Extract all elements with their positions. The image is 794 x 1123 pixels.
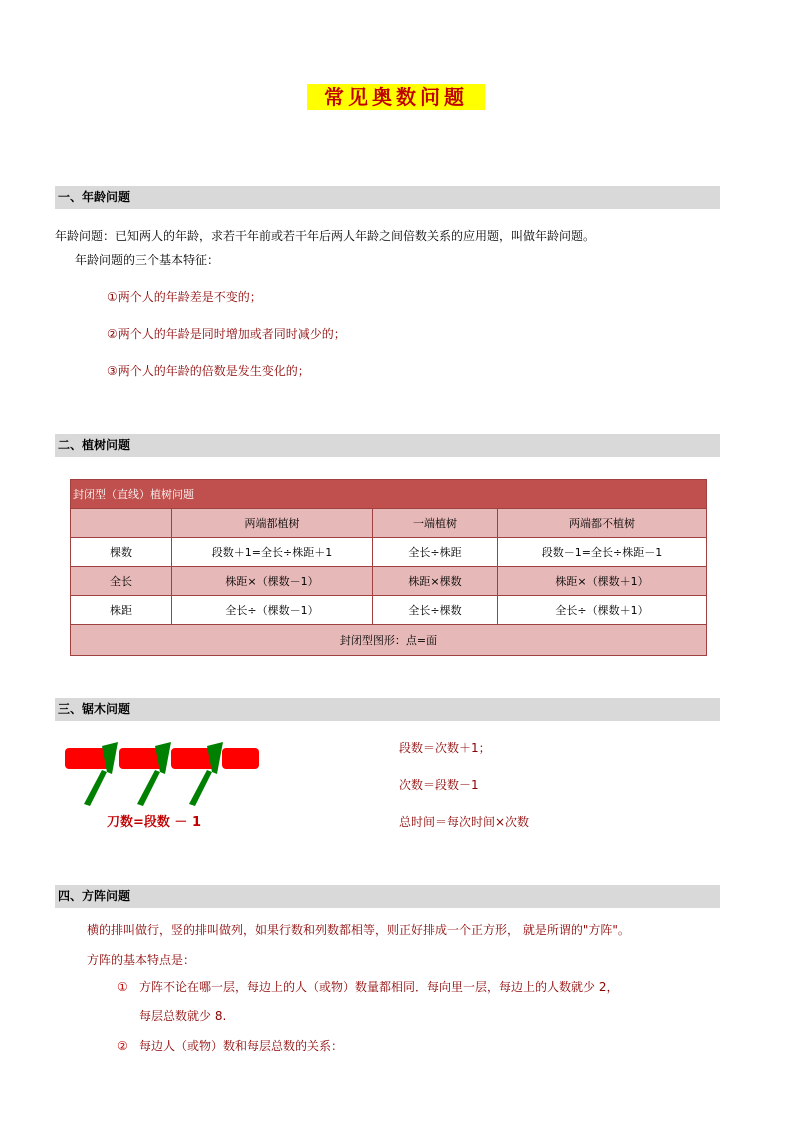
table-cell: 株距×（棵数－1）	[172, 567, 373, 596]
table-cell: 全长	[71, 567, 172, 596]
table-footer: 封闭型图形：点=面	[71, 625, 707, 656]
table-cell: 棵数	[71, 538, 172, 567]
age-features-label: 年龄问题的三个基本特征：	[75, 253, 220, 267]
square-item-1-text: 方阵不论在哪一层，每边上的人（或物）数量都相同．每向里一层，每边上的人数就少 2，	[139, 980, 619, 994]
table-cell: 株距×棵数	[373, 567, 498, 596]
tree-planting-table	[70, 479, 707, 656]
table-header-cell: 一端植树	[373, 509, 498, 538]
table-row	[71, 567, 707, 596]
table-header-cell	[71, 509, 172, 538]
age-feature-1: ①两个人的年龄差是不变的；	[107, 290, 262, 304]
section-heading-age: 一、年龄问题	[55, 186, 720, 209]
section-heading-square: 四、方阵问题	[55, 885, 720, 908]
table-row	[71, 596, 707, 625]
table-row	[71, 538, 707, 567]
table-cell: 株距	[71, 596, 172, 625]
table-cell: 全长÷棵数	[373, 596, 498, 625]
section-heading-saw: 三、锯木问题	[55, 698, 720, 721]
log-segment	[222, 748, 259, 769]
saw-formula-1: 段数＝次数＋1；	[399, 741, 491, 755]
square-features-label: 方阵的基本特点是：	[87, 953, 196, 967]
table-header-cell: 两端都植树	[172, 509, 373, 538]
age-intro: 年龄问题：已知两人的年龄，求若干年前或若干年后两人年龄之间倍数关系的应用题，叫做年龄问题。	[55, 229, 596, 243]
table-header-cell: 两端都不植树	[498, 509, 707, 538]
age-feature-2: ②两个人的年龄是同时增加或者同时减少的；	[107, 327, 346, 341]
square-item-1-text-cont: 每层总数就少 8.	[139, 1009, 227, 1023]
saw-diagram	[62, 740, 262, 810]
table-cell: 全长÷（棵数＋1）	[498, 596, 707, 625]
table-cell: 株距×（棵数＋1）	[498, 567, 707, 596]
saw-blade-icon	[137, 770, 160, 806]
table-cell: 全长÷株距	[373, 538, 498, 567]
table-cell: 段数＋1=全长÷株距＋1	[172, 538, 373, 567]
section-heading-tree: 二、植树问题	[55, 434, 720, 457]
page-title: 常见奥数问题	[307, 84, 485, 110]
square-intro: 横的排叫做行，竖的排叫做列，如果行数和列数都相等，则正好排成一个正方形， 就是所谓的"方阵"。	[87, 923, 630, 937]
square-item-2-text: 每边人（或物）数和每层总数的关系：	[139, 1039, 344, 1053]
saw-blade-icon	[207, 742, 223, 774]
saw-blade-icon	[189, 770, 212, 806]
saw-formula-2: 次数＝段数－1	[399, 778, 479, 792]
table-title: 封闭型（直线）植树问题	[71, 480, 707, 509]
saw-blade-icon	[102, 742, 118, 774]
table-cell: 段数－1=全长÷株距－1	[498, 538, 707, 567]
table-cell: 全长÷（棵数－1）	[172, 596, 373, 625]
saw-blade-icon	[84, 770, 107, 806]
saw-blade-icon	[155, 742, 171, 774]
square-item-1-number: ①	[117, 980, 128, 994]
saw-diagram-label: 刀数=段数 － 1	[107, 815, 201, 830]
square-item-2-number: ②	[117, 1039, 128, 1053]
age-feature-3: ③两个人的年龄的倍数是发生变化的；	[107, 364, 310, 378]
saw-formula-3: 总时间＝每次时间×次数	[399, 815, 530, 829]
